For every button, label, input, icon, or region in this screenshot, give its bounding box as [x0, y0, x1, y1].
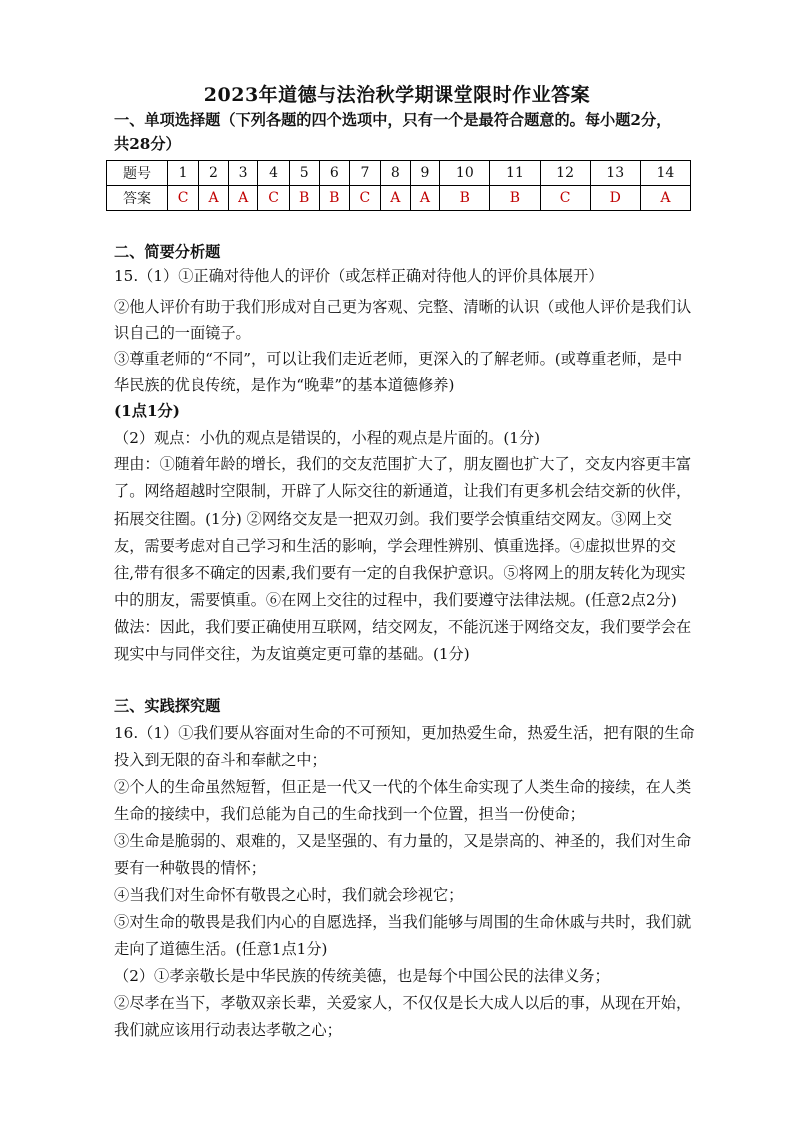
answer-cell: B — [490, 186, 540, 211]
question-number: 4 — [258, 161, 289, 186]
question-number: 6 — [319, 161, 349, 186]
section2-line: ②他人评价有助于我们形成对自己更为客观、完整、清晰的认识（或他人评价是我们认 — [114, 298, 692, 316]
question-number: 12 — [540, 161, 590, 186]
question-number: 3 — [228, 161, 258, 186]
answer-table-number-row — [107, 161, 691, 186]
section2-line: 理由：①随着年龄的增长，我们的交友范围扩大了，朋友圈也扩大了，交友内容更丰富 — [114, 455, 692, 473]
section3-line: 走向了道德生活。(任意1点1分) — [114, 940, 328, 958]
section3-line: 16.（1）①我们要从容面对生命的不可预知，更加热爱生命，热爱生活，把有限的生命 — [114, 724, 695, 742]
section3-line: ④当我们对生命怀有敬畏之心时，我们就会珍视它； — [114, 886, 464, 904]
section3-line: （2）①孝亲敬长是中华民族的传统美德，也是每个中国公民的法律义务； — [114, 967, 610, 985]
page-title: 2023年道德与法治秋学期课堂限时作业答案 — [203, 84, 591, 106]
section2-line: 做法：因此，我们要正确使用互联网，结交网友，不能沉迷于网络交友，我们要学会在 — [114, 618, 692, 636]
section2-line: 华民族的优良传统，是作为“晚辈”的基本道德修养) — [114, 376, 455, 394]
section2-line-score: (1点1分) — [114, 402, 180, 420]
answer-cell: C — [168, 186, 199, 211]
section2-line: 中的朋友，需要慎重。⑥在网上交往的过程中，我们要遵守法律法规。(任意2点2分) — [114, 591, 677, 609]
section3-line: 生命的接续中，我们总能为自己的生命找到一个位置，担当一份使命； — [114, 805, 585, 823]
answer-cell: B — [319, 186, 349, 211]
answer-cell: A — [640, 186, 690, 211]
question-number: 10 — [440, 161, 490, 186]
answer-cell: D — [590, 186, 640, 211]
section2-line: 友，需要考虑对自己学习和生活的影响，学会理性辨别、慎重选择。④虚拟世界的交 — [114, 537, 676, 555]
row-label-answer: 答案 — [107, 186, 168, 211]
answer-cell: C — [540, 186, 590, 211]
section3-line: 投入到无限的奋斗和奉献之中； — [114, 751, 327, 769]
section2-line: 15.（1）①正确对待他人的评价（或怎样正确对待他人的评价具体展开） — [114, 267, 604, 285]
answer-cell: B — [440, 186, 490, 211]
section3-line: ②个人的生命虽然短暂，但正是一代又一代的个体生命实现了人类生命的接续，在人类 — [114, 778, 692, 796]
answer-cell: A — [199, 186, 229, 211]
answer-cell: B — [289, 186, 319, 211]
section2-line: 识自己的一面镜子。 — [114, 324, 251, 342]
section3-heading: 三、实践探究题 — [114, 697, 221, 715]
question-number: 8 — [381, 161, 411, 186]
section3-line: ③生命是脆弱的、艰难的，又是坚强的、有力量的，又是崇高的、神圣的，我们对生命 — [114, 832, 692, 850]
answer-cell: C — [349, 186, 380, 211]
section2-line: （2）观点：小仇的观点是错误的，小程的观点是片面的。(1分) — [114, 429, 541, 447]
answer-table — [106, 160, 691, 211]
section2-heading: 二、简要分析题 — [114, 243, 221, 261]
section2-line: 现实中与同伴交往，为友谊奠定更可靠的基础。(1分) — [114, 645, 470, 663]
section3-line: ⑤对生命的敬畏是我们内心的自愿选择，当我们能够与周围的生命休戚与共时，我们就 — [114, 913, 692, 931]
question-number: 2 — [199, 161, 229, 186]
question-number: 5 — [289, 161, 319, 186]
answer-cell: A — [381, 186, 411, 211]
section2-line: ③尊重老师的“不同”，可以让我们走近老师，更深入的了解老师。(或尊重老师，是中 — [114, 350, 683, 368]
section2-line: 了。网络超越时空限制，开辟了人际交往的新通道，让我们有更多机会结交新的伙伴， — [114, 482, 692, 500]
question-number: 9 — [410, 161, 440, 186]
row-label-question-number: 题号 — [107, 161, 168, 186]
answer-cell: A — [410, 186, 440, 211]
section1-heading-line2: 共28分） — [114, 135, 181, 153]
answer-cell: C — [258, 186, 289, 211]
question-number: 14 — [640, 161, 690, 186]
section1-heading-line1: 一、单项选择题（下列各题的四个选项中，只有一个是最符合题意的。每小题2分， — [114, 111, 672, 129]
section3-line: 要有一种敬畏的情怀； — [114, 859, 266, 877]
answer-table-answer-row — [107, 186, 691, 211]
section3-line: 我们就应该用行动表达孝敬之心； — [114, 1021, 342, 1039]
section2-line: 往,带有很多不确定的因素,我们要有一定的自我保护意识。⑤将网上的朋友转化为现实 — [114, 564, 686, 582]
question-number: 11 — [490, 161, 540, 186]
question-number: 13 — [590, 161, 640, 186]
question-number: 1 — [168, 161, 199, 186]
answer-cell: A — [228, 186, 258, 211]
section3-line: ②尽孝在当下，孝敬双亲长辈，关爱家人，不仅仅是长大成人以后的事，从现在开始， — [114, 994, 692, 1012]
section2-line: 拓展交往圈。(1分) ②网络交友是一把双刃剑。我们要学会慎重结交网友。③网上交 — [114, 510, 672, 528]
question-number: 7 — [349, 161, 380, 186]
